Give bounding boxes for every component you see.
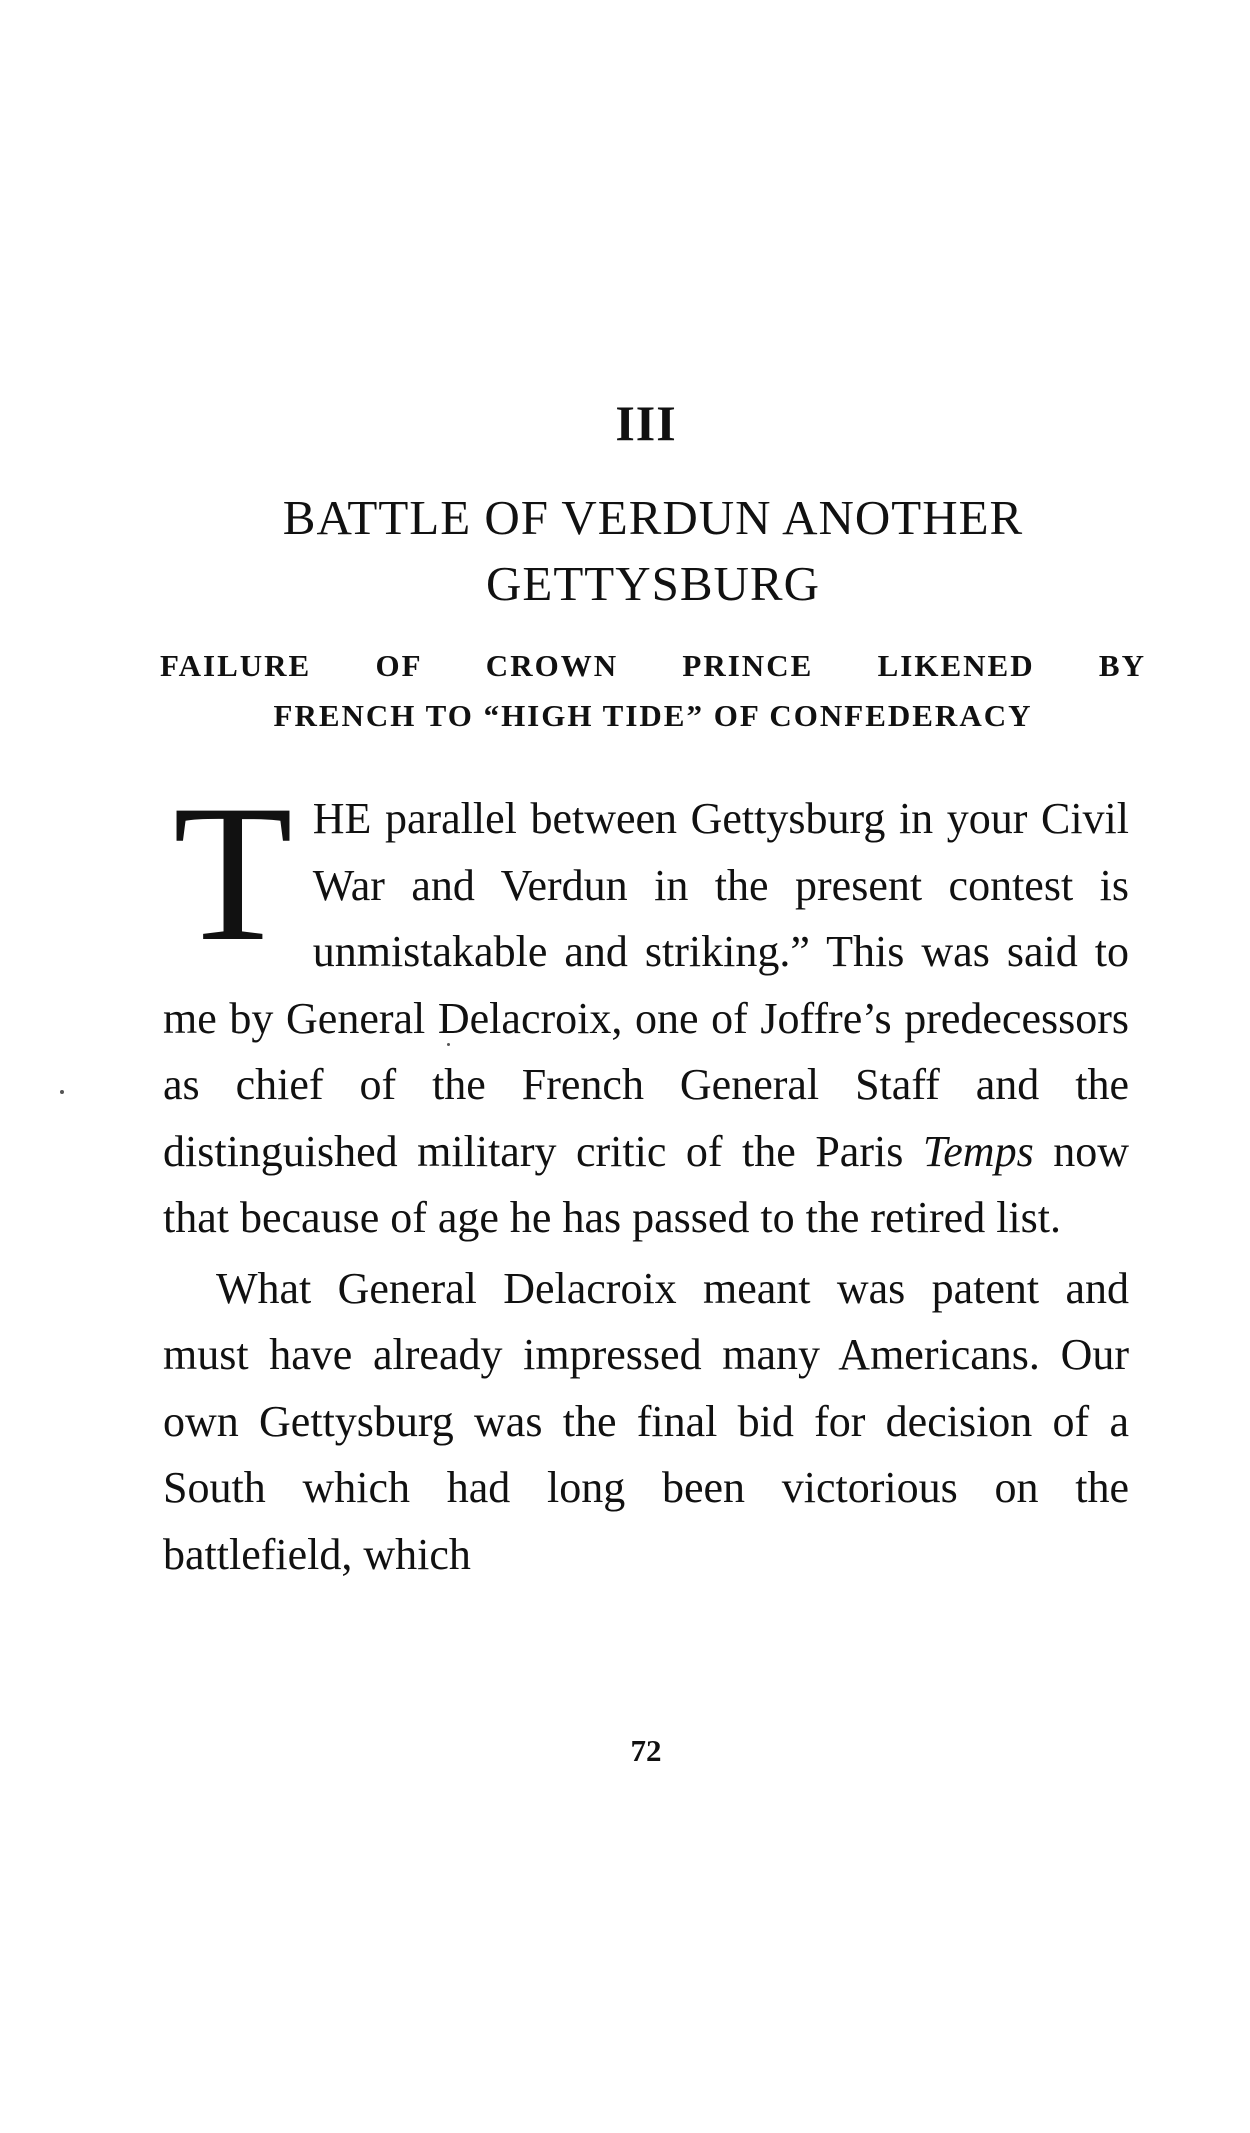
paragraph-2: What General Delacroix meant was patent and must have already impressed many Americans. Our own Gettysburg was the final bid for decision of a South which had long been victorious on the battlefield, which [163,1263,1129,1579]
first-word-rest: HE [312,794,372,843]
scan-speck [447,1043,450,1046]
chapter-title-line-2: GETTYSBURG [486,556,820,611]
scan-speck [60,1090,64,1094]
body-text [163,765,1129,1588]
chapter-number: III [615,395,677,451]
drop-cap: T [173,765,293,982]
paragraph-1 [163,765,1129,1252]
chapter-subtitle-line-2: FRENCH TO “HIGH TIDE” OF CONFEDERACY [273,698,1033,733]
chapter-subtitle-line-1: FAILURE OF CROWN PRINCE LIKENED BY [160,648,1146,683]
chapter-subtitle [160,641,1146,741]
paragraph-1-text-end: now that because of age he has passed to the retired list. [163,1126,1129,1242]
chapter-title [160,485,1146,617]
italic-newspaper-name: Temps [922,1126,1034,1176]
chapter-title-line-1: BATTLE OF VERDUN ANOTHER [282,490,1024,545]
page-number: 72 [630,1733,662,1768]
paragraph-1-text: parallel between Gettysburg in your Civil War and Verdun in the present contest is unmistakable and striking.” This was said to me by General Delacroix, one of Joffre’s predecessors as chief of the French General Staff and the distinguished military critic of the Paris [163,794,1129,1176]
